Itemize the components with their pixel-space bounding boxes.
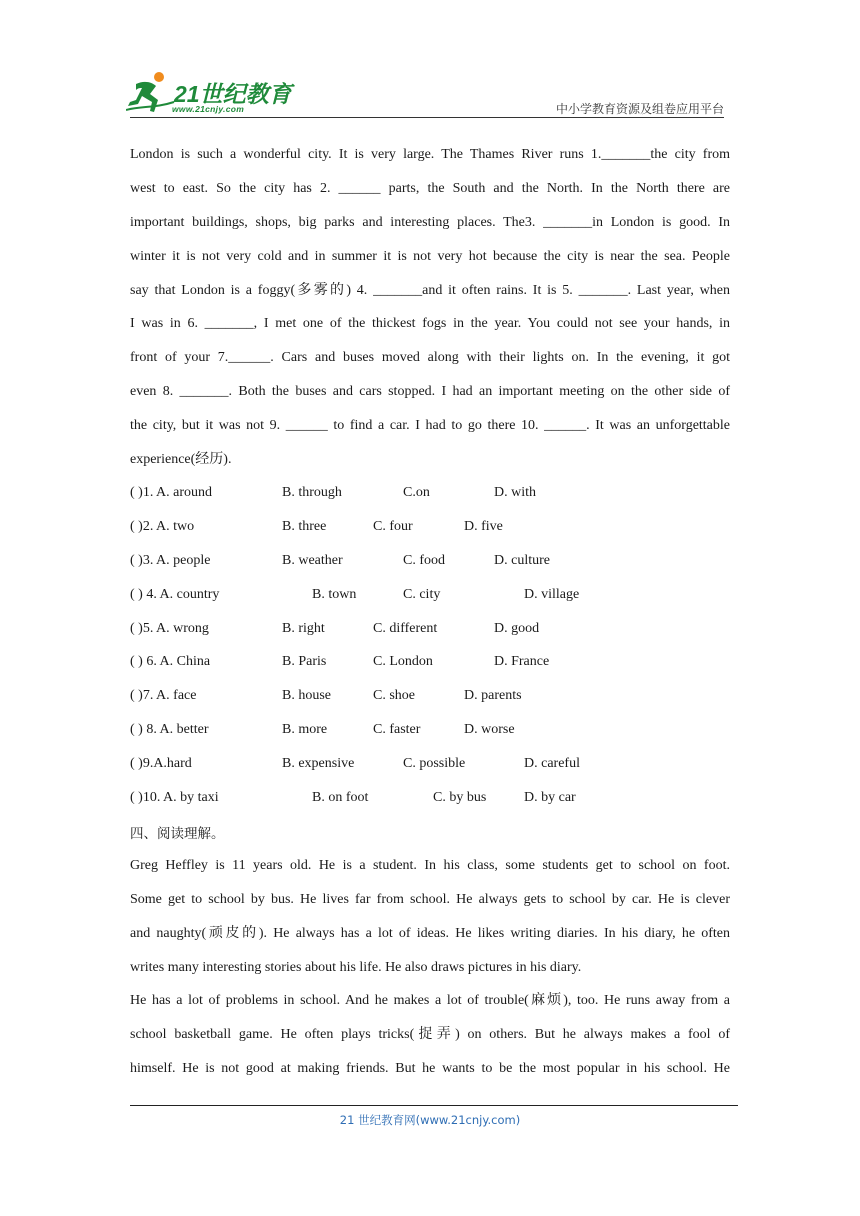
site-logo xyxy=(126,68,296,118)
question-stem: ( )7. A. face xyxy=(130,688,197,703)
question-stem: ( ) 8. A. better xyxy=(130,722,209,737)
option-c: C. different xyxy=(373,621,438,636)
passage-line: writes many interesting stories about his life. He also draws pictures in his diary. xyxy=(130,959,582,975)
option-b: B. town xyxy=(312,587,357,602)
question-stem: ( )5. A. wrong xyxy=(130,621,209,636)
option-b: B. on foot xyxy=(312,790,369,805)
passage-line: important buildings, shops, big parks and interesting places. The3. _______in London is good. In xyxy=(130,214,730,230)
header-divider xyxy=(130,117,724,118)
option-c: C. shoe xyxy=(373,688,415,703)
option-d: D. five xyxy=(464,519,503,534)
passage-line: the city, but it was not 9. ______ to find a car. I had to go there 10. ______. It was an unforgettable xyxy=(130,418,730,434)
cloze-passage xyxy=(130,138,730,477)
question-stem: ( ) 6. A. China xyxy=(130,654,211,669)
passage-line: I was in 6. _______, I met one of the thickest fogs in the year. You could not see your hands, in xyxy=(130,316,730,332)
option-d: D. France xyxy=(494,654,550,669)
passage-line: west to east. So the city has 2. ______ parts, the South and the North. In the North there are xyxy=(130,180,730,196)
option-c: C.on xyxy=(403,485,430,500)
footer-link[interactable]: 21 世纪教育网(www.21cnjy.com) xyxy=(339,1113,521,1127)
passage-line: London is such a wonderful city. It is very large. The Thames River runs 1._______the city from xyxy=(130,147,730,162)
question-stem: ( )3. A. people xyxy=(130,553,211,568)
option-b: B. expensive xyxy=(282,756,355,771)
question-stem: ( )10. A. by taxi xyxy=(130,790,219,805)
option-b: B. more xyxy=(282,722,328,737)
option-d: D. parents xyxy=(464,688,522,703)
logo-text: 21世纪教育 xyxy=(174,81,292,107)
option-c: C. London xyxy=(373,654,433,669)
option-b: B. house xyxy=(282,688,331,703)
passage-line: winter it is not very cold and in summer it is not very hot because the city is near the sea. People xyxy=(130,248,730,264)
option-c: C. possible xyxy=(403,756,466,771)
question-stem: ( ) 4. A. country xyxy=(130,587,220,602)
logo-url: www.21cnjy.com xyxy=(172,104,245,114)
passage-line: school basketball game. He often plays tricks(捉弄) on others. But he always makes a fool of xyxy=(130,1026,730,1042)
option-d: D. by car xyxy=(524,790,576,805)
footer-divider xyxy=(130,1105,738,1106)
option-b: B. through xyxy=(282,485,342,500)
reading-passage xyxy=(130,849,730,985)
passage-line: experience(经历). xyxy=(130,452,232,468)
option-d: D. good xyxy=(494,621,540,636)
runner-logo-icon xyxy=(126,70,176,116)
option-b: B. weather xyxy=(282,553,343,568)
option-c: C. faster xyxy=(373,722,421,737)
option-d: D. careful xyxy=(524,756,580,771)
passage-line: front of your 7.______. Cars and buses moved along with their lights on. In the evening, it got xyxy=(130,350,730,366)
passage-line: Some get to school by bus. He lives far from school. He always gets to school by car. He is clever xyxy=(130,891,730,907)
passage-line: and naughty(顽皮的). He always has a lot of ideas. He likes writing diaries. In his diary, he often xyxy=(130,925,730,941)
option-d: D. village xyxy=(524,587,580,602)
platform-tagline: 中小学教育资源及组卷应用平台 xyxy=(555,102,724,116)
question-stem: ( )1. A. around xyxy=(130,485,213,500)
option-c: C. food xyxy=(403,553,445,568)
option-b: B. right xyxy=(282,621,325,636)
option-d: D. with xyxy=(494,485,536,500)
option-b: B. three xyxy=(282,519,327,534)
section-title: 四、阅读理解。 xyxy=(130,826,225,842)
passage-line: say that London is a foggy(多雾的) 4. _______and it often rains. It is 5. _______. Last year, when xyxy=(130,282,730,298)
option-c: C. four xyxy=(373,519,413,534)
option-b: B. Paris xyxy=(282,654,327,669)
option-c: C. by bus xyxy=(433,790,487,805)
passage-line: Greg Heffley is 11 years old. He is a student. In his class, some students get to school on foot. xyxy=(130,858,730,873)
option-d: D. worse xyxy=(464,722,515,737)
option-c: C. city xyxy=(403,587,441,602)
passage-line: even 8. _______. Both the buses and cars stopped. I had an important meeting on the other side of xyxy=(130,384,730,400)
question-stem: ( )9.A.hard xyxy=(130,756,192,771)
passage-line: He has a lot of problems in school. And he makes a lot of trouble(麻烦), too. He runs away from a xyxy=(130,993,730,1008)
question-stem: ( )2. A. two xyxy=(130,519,195,534)
reading-passage xyxy=(130,984,730,1086)
passage-line: himself. He is not good at making friends. But he wants to be the most popular in his school. He xyxy=(130,1060,730,1076)
option-d: D. culture xyxy=(494,553,550,568)
